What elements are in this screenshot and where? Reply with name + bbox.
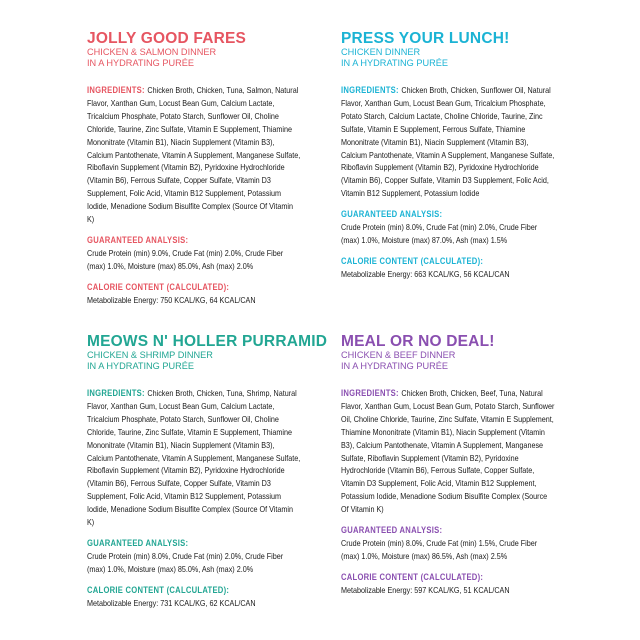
guaranteed-analysis-block (87, 537, 301, 576)
guaranteed-analysis-block (341, 524, 555, 563)
product-subtitle: CHICKEN DINNER (341, 47, 421, 57)
product-title: PRESS YOUR LUNCH! (341, 30, 510, 47)
calorie-content-text: Metabolizable Energy: 750 KCAL/KG, 64 KCAL/CAN (87, 294, 256, 305)
ingredients-text: Chicken Broth, Chicken, Tuna, Salmon, Natural Flavor, Xanthan Gum, Locust Bean Gum, Calcium Lactate, Tricalcium Phosphate, Potato Starch, Sunflower Oil, Choline Chloride, Taurine, Zinc Sulfate, Vitamin E Supplement, Thiamine Mononitrate (Vitamin B1), Niacin Supplement (Vitamin B3), Calcium Pantothenate, Vitamin A Supplement, Manganese Sulfate, Riboflavin Supplement (Vitamin B2), Pyridoxine Hydrochloride (Vitamin B6), Ferrous Sulfate, Copper Sulfate, Vitamin D3 Supplement, Folic Acid, Vitamin B12 Supplement, Potassium Iodide, Menadione Sodium Bisulfite Complex (Source Of Vitamin K) (87, 85, 301, 225)
calorie-content-text: Metabolizable Energy: 663 KCAL/KG, 56 KCAL/CAN (341, 268, 510, 279)
product-panel-meows-n-holler-purramid (87, 333, 328, 610)
product-title: JOLLY GOOD FARES (87, 30, 247, 47)
product-panel-meal-or-no-deal (341, 333, 555, 597)
ingredients-heading: INGREDIENTS: (87, 85, 145, 95)
product-subtitle-2: IN A HYDRATING PURÉE (87, 57, 195, 68)
calorie-content-block (87, 281, 301, 307)
ingredients-block (341, 84, 555, 200)
ingredients-text: Chicken Broth, Chicken, Beef, Tuna, Natural Flavor, Xanthan Gum, Locust Bean Gum, Potato Starch, Sunflower Oil, Choline Chloride, Taurine, Zinc Sulfate, Vitamin E Supplement, Thiamine Mononitrate (Vitamin B1), Niacin Supplement (Vitamin B3), Calcium Pantothenate, Vitamin A Supplement, Manganese Sulfate, Riboflavin Supplement (Vitamin B2), Pyridoxine Hydrochloride (Vitamin B6), Ferrous Sulfate, Copper Sulfate, Vitamin D3 Supplement, Folic Acid, Vitamin B12 Supplement, Potassium Iodide, Menadione Sodium Bisulfite Complex (Source Of Vitamin K) (341, 388, 555, 515)
product-title: MEAL OR NO DEAL! (341, 333, 495, 350)
calorie-content-heading: CALORIE CONTENT (CALCULATED): (341, 571, 484, 582)
guaranteed-analysis-text: Crude Protein (min) 8.0%, Crude Fat (min) 2.0%, Crude Fiber (max) 1.0%, Moisture (max) 87.0%, Ash (max) 1.5% (341, 222, 538, 245)
guaranteed-analysis-text: Crude Protein (min) 9.0%, Crude Fat (min) 2.0%, Crude Fiber (max) 1.0%, Moisture (max) 85.0%, Ash (max) 2.0% (87, 247, 284, 271)
product-subtitle: CHICKEN & SALMON DINNER (87, 47, 217, 57)
guaranteed-analysis-text: Crude Protein (min) 8.0%, Crude Fat (min) 2.0%, Crude Fiber (max) 1.0%, Moisture (max) 85.0%, Ash (max) 2.0% (87, 550, 284, 574)
ingredients-text: Chicken Broth, Chicken, Tuna, Shrimp, Natural Flavor, Xanthan Gum, Locust Bean Gum, Calcium Lactate, Tricalcium Phosphate, Potato Starch, Sunflower Oil, Choline Chloride, Taurine, Zinc Sulfate, Vitamin E Supplement, Thiamine Mononitrate (Vitamin B1), Niacin Supplement (Vitamin B3), Calcium Pantothenate, Vitamin A Supplement, Manganese Sulfate, Riboflavin Supplement (Vitamin B2), Pyridoxine Hydrochloride (Vitamin B6), Ferrous Sulfate, Copper Sulfate, Vitamin D3 Supplement, Folic Acid, Vitamin B12 Supplement, Potassium Iodide, Menadione Sodium Bisulfite Complex (Source Of Vitamin K) (87, 388, 301, 528)
calorie-content-heading: CALORIE CONTENT (CALCULATED): (87, 281, 230, 292)
guaranteed-analysis-text: Crude Protein (min) 8.0%, Crude Fat (min) 1.5%, Crude Fiber (max) 1.0%, Moisture (max) 86.5%, Ash (max) 2.5% (341, 537, 538, 561)
ingredients-heading: INGREDIENTS: (341, 85, 399, 95)
product-subtitle: CHICKEN & BEEF DINNER (341, 350, 456, 360)
calorie-content-block (341, 571, 555, 597)
product-subtitle: CHICKEN & SHRIMP DINNER (87, 350, 213, 360)
product-panel-press-your-lunch (341, 30, 555, 281)
guaranteed-analysis-block (341, 208, 555, 247)
calorie-content-text: Metabolizable Energy: 731 KCAL/KG, 62 KCAL/CAN (87, 597, 256, 608)
ingredients-heading: INGREDIENTS: (341, 388, 399, 398)
calorie-content-block (341, 255, 555, 281)
guaranteed-analysis-heading: GUARANTEED ANALYSIS: (87, 537, 189, 548)
ingredients-heading: INGREDIENTS: (87, 388, 145, 398)
product-title: MEOWS N' HOLLER PURRAMID (87, 333, 328, 350)
calorie-content-heading: CALORIE CONTENT (CALCULATED): (87, 584, 230, 595)
guaranteed-analysis-heading: GUARANTEED ANALYSIS: (341, 525, 443, 536)
ingredients-text: Chicken Broth, Chicken, Sunflower Oil, Natural Flavor, Xanthan Gum, Locust Bean Gum, Tricalcium Phosphate, Potato Starch, Calcium Lactate, Choline Chloride, Taurine, Zinc Sulfate, Vitamin E Supplement, Ferrous Sulfate, Thiamine Mononitrate (Vitamin B1), Niacin Supplement (Vitamin B3), Calcium Pantothenate, Vitamin A Supplement, Manganese Sulfate, Riboflavin Supplement (Vitamin B2), Pyridoxine Hydrochloride (Vitamin B6), Copper Sulfate, Vitamin D3 Supplement, Folic Acid, Vitamin B12 Supplement, Potassium Iodide (341, 85, 555, 199)
product-subtitle-2: IN A HYDRATING PURÉE (341, 360, 449, 371)
ingredients-block (87, 84, 301, 226)
calorie-content-block (87, 584, 301, 610)
product-subtitle-2: IN A HYDRATING PURÉE (87, 360, 195, 371)
product-subtitle-2: IN A HYDRATING PURÉE (341, 57, 449, 68)
ingredients-block (341, 387, 555, 516)
product-panel-jolly-good-fares (87, 30, 301, 307)
calorie-content-text: Metabolizable Energy: 597 KCAL/KG, 51 KCAL/CAN (341, 584, 510, 595)
ingredients-block (87, 387, 301, 529)
calorie-content-heading: CALORIE CONTENT (CALCULATED): (341, 255, 484, 266)
guaranteed-analysis-heading: GUARANTEED ANALYSIS: (87, 234, 189, 245)
guaranteed-analysis-heading: GUARANTEED ANALYSIS: (341, 209, 443, 220)
guaranteed-analysis-block (87, 234, 301, 273)
